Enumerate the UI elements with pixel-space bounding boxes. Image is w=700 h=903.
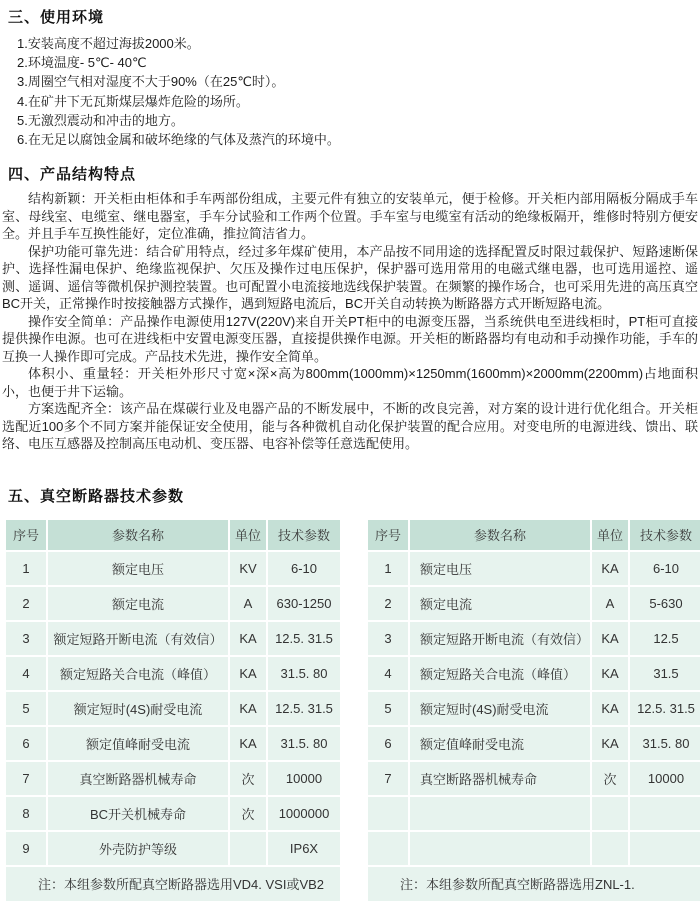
table-row [368,832,700,865]
table-row [368,727,700,760]
column-header: 技术参数 [268,520,340,550]
table-row [6,727,340,760]
table-body [6,552,340,865]
usage-environment-item: 3.周圈空气相对湿度不大于90%（在25℃时）。 [17,74,285,90]
feature-paragraph: 操作安全简单：产品操作电源使用127V(220V)来自开关PT柜中的电源变压器，当系统供电至进线柜时，PT柜可直接提供操作电源。也可在进线柜中安置电源变压器，直接提供操作电源。开关柜的断路器均有电动和手动操作功能，手车的互换一人操作即可完成。产品技术先进，操作安全简单。 [2,313,698,364]
table-cell [368,832,408,865]
feature-paragraph: 保护功能可靠先进：结合矿用特点，经过多年煤矿使用，本产品按不同用途的选择配置反时限过载保护、短路速断保护、选择性漏电保护、绝缘监视保护、欠压及操作过电压保护，保护器可选用常用的电磁式继电器，也可选用遥控、遥测、遥调、遥信等微机保护测控装置。也可配置小电流接地选线保护装置。在频繁的操作场合，也可采用先进的高压真空BC开关，正常操作时按接触器方式操作，遇到短路电流后，BC开关自动转换为断路器方式开断短路电流。 [2,243,698,312]
parameter-tables-container [0,518,700,903]
table-cell: 额定短时(4S)耐受电流 [410,692,590,725]
section-title-technical-parameters: 五、真空断路器技术参数 [8,487,185,505]
column-header: 技术参数 [630,520,700,550]
table-cell: KA [592,692,628,725]
table-note: 注：本组参数所配真空断路器选用ZNL-1. [368,867,700,901]
table-cell: 12.5. 31.5 [268,692,340,725]
table-row [368,657,700,690]
table-cell [630,797,700,830]
table-cell: 6-10 [630,552,700,585]
usage-environment-item: 2.环境温度- 5℃- 40℃ [17,55,147,71]
table-row [6,587,340,620]
table-cell: 6-10 [268,552,340,585]
table-row [6,622,340,655]
table-cell: 6 [6,727,46,760]
table-body [368,552,700,865]
table-cell: 额定短路开断电流（有效信） [410,622,590,655]
table-cell: 真空断路器机械寿命 [410,762,590,795]
table-cell: 12.5 [630,622,700,655]
table-cell: KV [230,552,266,585]
column-header: 单位 [230,520,266,550]
table-cell: 额定电压 [48,552,228,585]
table-cell: KA [592,657,628,690]
table-cell: 630-1250 [268,587,340,620]
table-row [6,552,340,585]
table-row [6,692,340,725]
table-footer [368,867,700,901]
table-note: 注：本组参数所配真空断路器选用VD4. VSI或VB2 [6,867,340,901]
table-cell [368,797,408,830]
table-cell: 1 [6,552,46,585]
table-cell: 次 [230,762,266,795]
table-cell: 31.5. 80 [268,657,340,690]
table-cell: 额定短时(4S)耐受电流 [48,692,228,725]
table-cell [410,832,590,865]
usage-environment-item: 4.在矿井下无瓦斯煤层爆炸危险的场所。 [17,93,249,109]
table-cell: A [592,587,628,620]
table-cell: 4 [6,657,46,690]
table-cell: 10000 [630,762,700,795]
table-cell: IP6X [268,832,340,865]
usage-environment-item: 6.在无足以腐蚀金属和破坏绝缘的气体及蒸汽的环境中。 [17,132,340,148]
table-footer [6,867,340,901]
vacuum-breaker-parameter-table-left [4,518,342,903]
table-cell: KA [230,692,266,725]
table-cell: 6 [368,727,408,760]
table-cell: KA [592,727,628,760]
usage-environment-item: 5.无激烈震动和冲击的地方。 [17,112,184,128]
table-cell: 7 [368,762,408,795]
table-row [6,762,340,795]
table-row [368,552,700,585]
table-cell: 真空断路器机械寿命 [48,762,228,795]
table-cell: 额定短路关合电流（峰值） [48,657,228,690]
table-cell [630,832,700,865]
table-cell: 额定电流 [48,587,228,620]
table-cell: 额定电压 [410,552,590,585]
table-cell: 2 [6,587,46,620]
vacuum-breaker-parameter-table-right [366,518,700,903]
table-cell: KA [592,552,628,585]
table-cell [230,832,266,865]
column-header: 单位 [592,520,628,550]
table-cell: 5 [368,692,408,725]
column-header: 参数名称 [48,520,228,550]
column-header: 参数名称 [410,520,590,550]
table-cell: 2 [368,587,408,620]
table-cell: 31.5. 80 [268,727,340,760]
table-cell: 次 [230,797,266,830]
table-cell [592,832,628,865]
table-row [368,587,700,620]
table-cell: 9 [6,832,46,865]
table-row [368,692,700,725]
feature-paragraph: 体积小、重量轻：开关柜外形尺寸宽×深×高为800mm(1000mm)×1250mm(1600mm)×2000mm(2200mm)占地面积小，也便于井下运输。 [2,366,698,399]
table-cell: 12.5. 31.5 [630,692,700,725]
usage-environment-item: 1.安装高度不超过海拔2000米。 [17,36,200,51]
table-header [6,520,340,550]
table-cell: 10000 [268,762,340,795]
table-cell: 1000000 [268,797,340,830]
table-cell: 3 [6,622,46,655]
table-header-row [368,520,700,550]
table-cell: 4 [368,657,408,690]
table-cell: 次 [592,762,628,795]
table-row [6,832,340,865]
table-cell: KA [592,622,628,655]
section-title-usage-environment: 三、使用环境 [8,9,105,26]
table-cell: 7 [6,762,46,795]
usage-environment-list [17,34,692,149]
table-cell: 额定电流 [410,587,590,620]
table-cell: 31.5. 80 [630,727,700,760]
table-row [368,762,700,795]
table-cell: 5-630 [630,587,700,620]
table-cell: 8 [6,797,46,830]
table-cell: 5 [6,692,46,725]
feature-paragraph: 结构新颖：开关柜由柜体和手车两部份组成，主要元件有独立的安装单元，便于检修。开关柜内部用隔板分隔成手车室、母线室、电缆室、继电器室，手车分试验和工作两个位置。手车室与电缆室有活动的绝缘板隔开，维修时特别方便安全。并且手车互换性能好，定位准确，推拉简洁省力。 [2,191,698,242]
table-cell: BC开关机械寿命 [48,797,228,830]
table-note-row [368,867,700,901]
column-header: 序号 [368,520,408,550]
table-cell [592,797,628,830]
table-row [368,622,700,655]
section-title-product-features: 四、产品结构特点 [8,166,137,184]
table-cell: KA [230,727,266,760]
table-cell: 额定短路关合电流（峰值） [410,657,590,690]
table-cell: 12.5. 31.5 [268,622,340,655]
table-row [368,797,700,830]
table-cell: 额定值峰耐受电流 [410,727,590,760]
table-header-row [6,520,340,550]
table-row [6,797,340,830]
product-features-paragraphs [2,190,698,453]
table-cell [410,797,590,830]
table-cell: 3 [368,622,408,655]
table-cell: 外壳防护等级 [48,832,228,865]
table-cell: 额定值峰耐受电流 [48,727,228,760]
feature-paragraph: 方案选配齐全：该产品在煤碳行业及电器产品的不断发展中，不断的改良完善，对方案的设计进行优化组合。开关柜选配近100多个不同方案并能保证安全使用，能与各种微机自动化保护装置的配合应用。对变电所的电源进线、馈出、联络、电压互感器及控制高压电动机、变压器、电容补偿等任意选配使用。 [2,401,698,452]
table-cell: 额定短路开断电流（有效信） [48,622,228,655]
table-row [6,657,340,690]
table-cell: KA [230,657,266,690]
table-cell: A [230,587,266,620]
table-cell: KA [230,622,266,655]
table-cell: 1 [368,552,408,585]
column-header: 序号 [6,520,46,550]
table-header [368,520,700,550]
table-cell: 31.5 [630,657,700,690]
table-note-row [6,867,340,901]
